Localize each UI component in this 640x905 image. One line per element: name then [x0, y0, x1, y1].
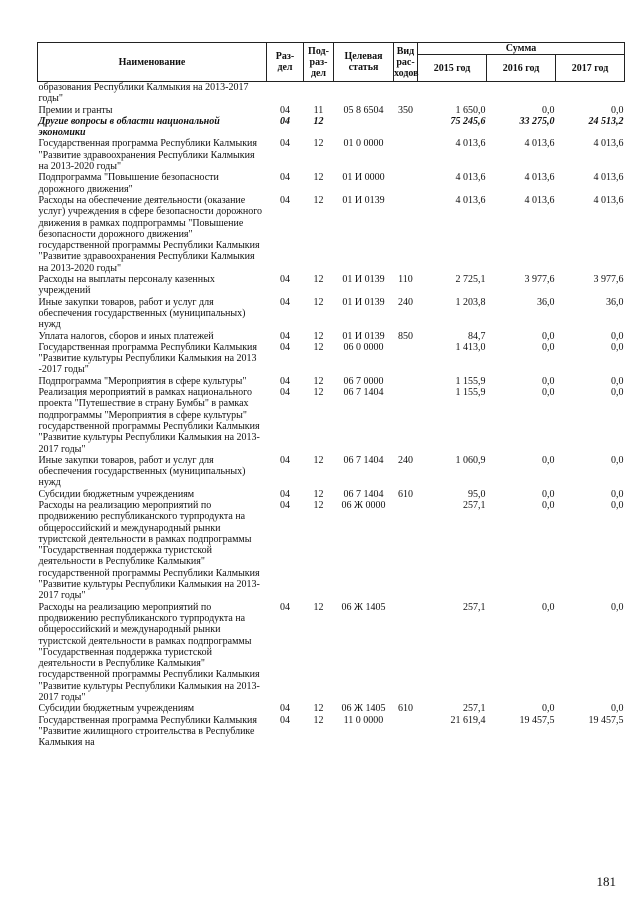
row-target: 06 Ж 0000: [341, 499, 386, 511]
row-sum-2015: 84,7: [468, 330, 486, 342]
row-sum-2016: 0,0: [542, 703, 555, 715]
row-podrazdel: 12: [313, 172, 324, 184]
row-target: 01 0 0000: [343, 138, 384, 150]
row-vid: 610: [398, 703, 413, 715]
row-target: 06 7 1404: [343, 488, 384, 500]
row-target: 06 7 0000: [343, 375, 384, 387]
row-sum-2016: 0,0: [542, 104, 555, 116]
row-razdel: 04: [280, 714, 290, 726]
row-vid: 240: [398, 454, 413, 466]
row-name: Расходы на реализацию мероприятий по продвижению республиканского турпродукта на общероссийский и международный рынки туристской деятельности в рамках подпрограммы "Государственная поддержка туристской деятельности в Республике Калмыкия" государственной программы Республики Калмыкия "Развитие культуры Республики Калмыкия на 2013-2017 годы": [38, 601, 260, 704]
budget-table: [37, 42, 625, 749]
table-row: [38, 376, 625, 387]
header-2015: 2015 год: [418, 55, 487, 82]
row-sum-2017: 4 013,6: [593, 138, 624, 150]
row-sum-2017: 4 013,6: [593, 194, 624, 206]
row-podrazdel: 12: [313, 601, 324, 613]
row-vid: 350: [398, 104, 413, 116]
row-name: Реализация мероприятий в рамках национального проекта "Путешествие в страну Бумбы" в рамках подпрограммы "Мероприятия в сфере культуры" государственной программы Республики Калмыкия "Развитие культуры Республики Калмыкия на 2013-2017 годы": [38, 387, 260, 455]
header-2016: 2016 год: [487, 55, 556, 82]
row-sum-2017: 4 013,6: [593, 172, 624, 184]
table-row: [38, 331, 625, 342]
row-sum-2015: 1 155,9: [455, 387, 486, 399]
row-vid: [394, 82, 418, 105]
row-sum-2015: 75 245,6: [450, 115, 486, 127]
row-podrazdel: 12: [313, 138, 324, 150]
row-podrazdel: 12: [313, 488, 324, 500]
row-sum-2016: 19 457,5: [519, 714, 555, 726]
header-podrazdel: Под- раз- дел: [304, 43, 334, 82]
row-name: Иные закупки товаров, работ и услуг для обеспечения государственных (муниципальных) нужд: [38, 296, 246, 331]
row-razdel: [267, 82, 304, 105]
row-vid: [394, 172, 418, 195]
row-sum-2017: 0,0: [611, 387, 624, 399]
header-sum: Сумма: [418, 43, 625, 55]
row-sum-2016: [487, 82, 556, 105]
row-target: 06 7 1404: [343, 387, 384, 399]
table-row: [38, 602, 625, 704]
row-razdel: 04: [280, 703, 290, 715]
row-vid: 610: [398, 488, 413, 500]
row-razdel: 04: [280, 296, 290, 308]
row-vid: [394, 387, 418, 455]
row-podrazdel: [304, 82, 334, 105]
table-body: [38, 82, 625, 749]
row-vid: 240: [398, 296, 413, 308]
row-sum-2015: 21 619,4: [450, 714, 486, 726]
row-razdel: 04: [280, 499, 290, 511]
row-sum-2015: 2 725,1: [455, 274, 486, 286]
row-target: 11 0 0000: [343, 714, 384, 726]
row-sum-2016: 0,0: [542, 341, 555, 353]
row-name: Другие вопросы в области национальной экономики: [38, 115, 220, 139]
row-vid: 110: [398, 274, 413, 286]
row-podrazdel: 12: [313, 703, 324, 715]
row-name: Расходы на реализацию мероприятий по продвижению республиканского турпродукта на общероссийский и международный рынки туристской деятельности в рамках подпрограммы "Государственная поддержка туристской деятельности в Республике Калмыкия" государственной программы Республики Калмыкия "Развитие культуры Республики Калмыкия на 2013-2017 годы": [38, 499, 260, 602]
row-target: 06 7 1404: [343, 454, 384, 466]
row-name: Расходы на обеспечение деятельности (оказание услуг) учреждения в сфере безопасности дорожного движения в рамках подпрограммы "Повышение безопасности дорожного движения" государственной программы Республики Калмыкия "Развитие здравоохранения Республики Калмыкия на 2013-2020 годы": [38, 194, 263, 274]
row-sum-2016: 0,0: [542, 601, 555, 613]
row-sum-2016: 33 275,0: [519, 115, 555, 127]
row-podrazdel: 12: [313, 714, 324, 726]
row-razdel: 04: [280, 601, 290, 613]
row-name: Государственная программа Республики Калмыкия "Развитие здравоохранения Республики Калмыкия на 2013-2020 годы": [38, 138, 258, 173]
row-razdel: 04: [280, 172, 290, 184]
row-razdel: 04: [280, 194, 290, 206]
table-row: [38, 172, 625, 195]
row-target: 06 Ж 1405: [341, 703, 386, 715]
table-row: [38, 703, 625, 714]
row-sum-2015: 257,1: [463, 601, 486, 613]
row-target: [334, 82, 394, 105]
row-sum-2017: 19 457,5: [588, 714, 624, 726]
page-number: 181: [596, 874, 616, 889]
table-header: [38, 43, 625, 82]
row-sum-2015: 1 650,0: [455, 104, 486, 116]
row-sum-2015: 4 013,6: [455, 138, 486, 150]
row-sum-2015: 95,0: [468, 488, 486, 500]
row-name: Подпрограмма "Мероприятия в сфере культуры": [38, 375, 247, 387]
row-target: 01 И 0139: [342, 330, 385, 342]
header-name: Наименование: [38, 43, 267, 82]
row-sum-2016: 4 013,6: [524, 172, 555, 184]
row-name: Премии и гранты: [38, 104, 113, 116]
row-sum-2017: 0,0: [611, 454, 624, 466]
table-row: [38, 195, 625, 274]
row-sum-2016: 36,0: [537, 296, 555, 308]
row-sum-2016: 3 977,6: [524, 274, 555, 286]
row-sum-2017: 0,0: [611, 104, 624, 116]
header-vid: Вид рас- ходов: [394, 43, 418, 82]
row-razdel: 04: [280, 488, 290, 500]
row-podrazdel: 12: [313, 454, 324, 466]
row-name: Государственная программа Республики Калмыкия "Развитие культуры Республики Калмыкия на 2013 -2017 годы": [38, 341, 258, 376]
row-name: Субсидии бюджетным учреждениям: [38, 703, 195, 715]
table-row: [38, 387, 625, 455]
table-row: [38, 715, 625, 749]
table-row: [38, 82, 625, 105]
row-sum-2015: 4 013,6: [455, 172, 486, 184]
row-podrazdel: 12: [313, 330, 324, 342]
row-razdel: 04: [280, 341, 290, 353]
row-razdel: 04: [280, 454, 290, 466]
row-target: 06 0 0000: [343, 341, 384, 353]
row-podrazdel: 12: [313, 375, 324, 387]
row-sum-2017: 0,0: [611, 341, 624, 353]
table-row: [38, 297, 625, 331]
row-razdel: 04: [280, 330, 290, 342]
row-name: образования Республики Калмыкия на 2013-2017 годы": [38, 82, 249, 105]
row-target: [334, 116, 394, 139]
row-podrazdel: 12: [313, 296, 324, 308]
row-target: 01 И 0000: [342, 172, 385, 184]
row-podrazdel: 11: [313, 104, 324, 116]
row-podrazdel: 12: [313, 387, 324, 399]
row-razdel: 04: [280, 115, 290, 127]
row-sum-2015: [418, 82, 487, 105]
row-sum-2017: 0,0: [611, 488, 624, 500]
row-sum-2017: 3 977,6: [593, 274, 624, 286]
row-target: 01 И 0139: [342, 194, 385, 206]
row-sum-2015: 1 060,9: [455, 454, 486, 466]
row-vid: [394, 715, 418, 749]
row-razdel: 04: [280, 104, 290, 116]
row-name: Субсидии бюджетным учреждениям: [38, 488, 195, 500]
row-name: Расходы на выплаты персоналу казенных учреждений: [38, 274, 215, 297]
row-sum-2017: 36,0: [606, 296, 624, 308]
row-name: Уплата налогов, сборов и иных платежей: [38, 330, 214, 342]
row-podrazdel: 12: [313, 341, 324, 353]
row-vid: [394, 116, 418, 139]
row-sum-2017: 0,0: [611, 499, 624, 511]
row-vid: 850: [398, 330, 413, 342]
row-sum-2016: 4 013,6: [524, 194, 555, 206]
row-vid: [394, 342, 418, 376]
row-razdel: 04: [280, 138, 290, 150]
table-row: [38, 138, 625, 172]
row-sum-2016: 0,0: [542, 387, 555, 399]
row-vid: [394, 500, 418, 602]
row-vid: [394, 195, 418, 274]
header-2017: 2017 год: [556, 55, 625, 82]
row-name: Государственная программа Республики Калмыкия "Развитие жилищного строительства в Республике Калмыкия на: [38, 714, 258, 749]
row-sum-2017: [556, 82, 625, 105]
row-podrazdel: 12: [313, 499, 324, 511]
row-podrazdel: 12: [313, 115, 324, 127]
row-sum-2016: 0,0: [542, 375, 555, 387]
row-sum-2017: 24 513,2: [588, 115, 624, 127]
row-sum-2015: 4 013,6: [455, 194, 486, 206]
row-sum-2017: 0,0: [611, 703, 624, 715]
table-row: [38, 105, 625, 116]
row-sum-2016: 4 013,6: [524, 138, 555, 150]
row-sum-2016: 0,0: [542, 330, 555, 342]
table-row: [38, 489, 625, 500]
table-row: [38, 500, 625, 602]
row-vid: [394, 602, 418, 704]
row-sum-2017: 0,0: [611, 375, 624, 387]
table-row: [38, 342, 625, 376]
row-sum-2015: 1 155,9: [455, 375, 486, 387]
row-sum-2017: 0,0: [611, 330, 624, 342]
row-sum-2016: 0,0: [542, 488, 555, 500]
row-sum-2015: 1 203,8: [455, 296, 486, 308]
row-sum-2015: 257,1: [463, 499, 486, 511]
row-razdel: 04: [280, 274, 290, 286]
row-sum-2015: 1 413,0: [455, 341, 486, 353]
table-row: [38, 455, 625, 489]
row-name: Подпрограмма "Повышение безопасности дорожного движения": [38, 172, 219, 195]
row-target: 01 И 0139: [342, 296, 385, 308]
row-name: Иные закупки товаров, работ и услуг для обеспечения государственных (муниципальных) нужд: [38, 454, 246, 489]
row-razdel: 04: [280, 387, 290, 399]
row-sum-2017: 0,0: [611, 601, 624, 613]
row-sum-2015: 257,1: [463, 703, 486, 715]
table-row: [38, 274, 625, 297]
row-vid: [394, 138, 418, 172]
row-vid: [394, 376, 418, 387]
row-target: 01 И 0139: [342, 274, 385, 286]
row-podrazdel: 12: [313, 274, 324, 286]
row-target: 05 8 6504: [343, 104, 384, 116]
row-target: 06 Ж 1405: [341, 601, 386, 613]
header-razdel: Раз- дел: [267, 43, 304, 82]
table-row: [38, 116, 625, 139]
row-razdel: 04: [280, 375, 290, 387]
row-podrazdel: 12: [313, 194, 324, 206]
header-target: Целевая статья: [334, 43, 394, 82]
row-sum-2016: 0,0: [542, 499, 555, 511]
row-sum-2016: 0,0: [542, 454, 555, 466]
